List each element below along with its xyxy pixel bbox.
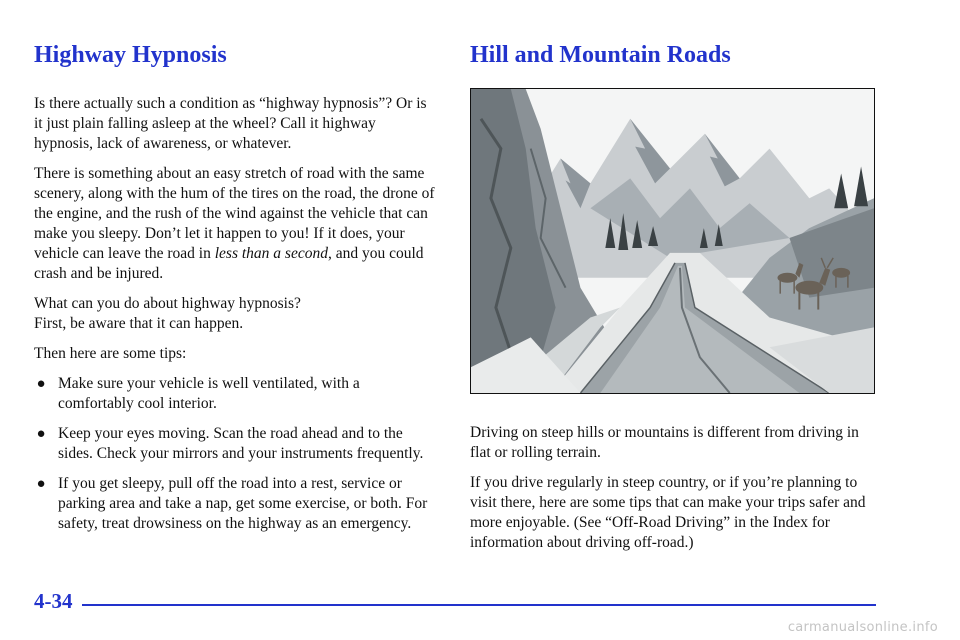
- mountain-road-illustration: [470, 88, 875, 394]
- bullet-dot-icon: ●: [36, 376, 46, 392]
- page-number: 4-34: [34, 589, 73, 613]
- tips-list: [34, 374, 436, 534]
- bullet-dot-icon: ●: [36, 476, 46, 492]
- highway-hypnosis-body: [34, 94, 436, 544]
- bullet-dot-icon: ●: [36, 426, 46, 442]
- mountain-road-picture: [471, 89, 874, 393]
- watermark: carmanualsonline.info: [787, 620, 938, 635]
- warning-text-start: There is something about an easy stretch of road with the same scenery, along with the hum of the tires on the road, the drone of the engine, and the rush of the wind against the vehicle that can make you sleepy. Don’t let it happen to you! If it does, your vehicle can leave the road in: [34, 165, 435, 262]
- list-item: [34, 424, 436, 464]
- tip-text: If you get sleepy, pull off the road into a rest, service or parking area and take a nap, get some exercise, or both. For safety, treat drowsiness on the highway as an emergency.: [58, 475, 428, 532]
- tip-text: Make sure your vehicle is well ventilated, with a comfortably cool interior.: [58, 375, 360, 412]
- section-title-hill-mountain-roads: Hill and Mountain Roads: [470, 42, 731, 68]
- tip-text: Keep your eyes moving. Scan the road ahead and to the sides. Check your mirrors and your instruments frequently.: [58, 425, 424, 462]
- paragraph-steep-hills: Driving on steep hills or mountains is different from driving in flat or rolling terrain.: [470, 424, 859, 461]
- paragraph-tips-lead: Then here are some tips:: [34, 345, 187, 362]
- list-item: [34, 474, 436, 534]
- list-item: [34, 374, 436, 414]
- paragraph-intro: Is there actually such a condition as “highway hypnosis”? Or is it just plain falling asleep at the wheel? Call it highway hypnosis, lack of awareness, or whatever.: [34, 95, 427, 152]
- paragraph-sleepy-warning: [34, 164, 436, 284]
- warning-text-end: , and you could crash and be injured.: [34, 245, 424, 282]
- warning-emphasis: less than a second: [214, 245, 328, 262]
- footer-divider: [82, 604, 876, 606]
- hill-mountain-body: [470, 423, 876, 563]
- what-to-do-line-1: What can you do about highway hypnosis?: [34, 295, 301, 312]
- paragraph-what-to-do: [34, 294, 436, 334]
- what-to-do-line-2: First, be aware that it can happen.: [34, 315, 244, 332]
- paragraph-steep-country-tips: If you drive regularly in steep country, or if you’re planning to visit there, here are some tips that can make your trips safer and more enjoyable. (See “Off-Road Driving” in the Index for information about driving off-road.): [470, 474, 866, 551]
- section-title-highway-hypnosis: Highway Hypnosis: [34, 42, 227, 68]
